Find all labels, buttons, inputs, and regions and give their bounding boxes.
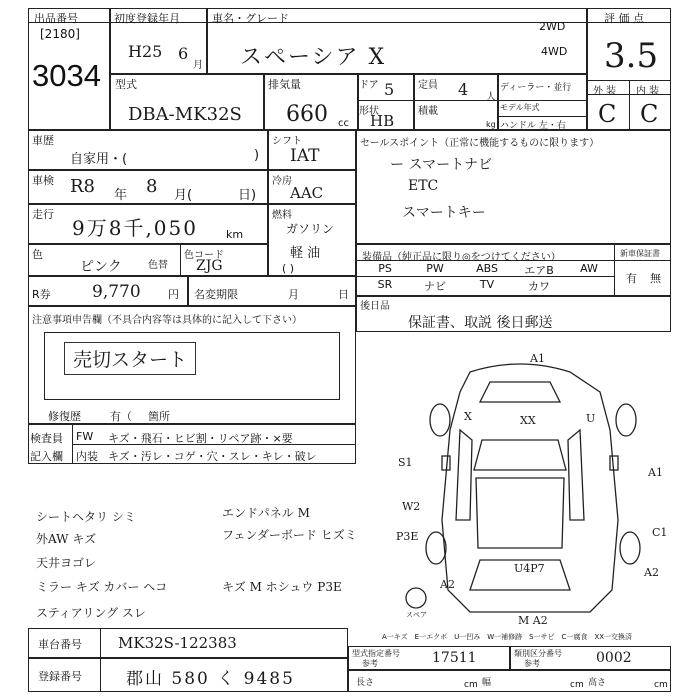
warranty-no: 無 — [650, 272, 661, 285]
load-label: 積載 — [418, 106, 438, 117]
inspect-year-unit: 年 — [114, 188, 128, 203]
equipment-label: 装備品（純正品に限り◎をつけてください） — [362, 252, 561, 263]
mark-a2-left: A2 — [440, 578, 455, 591]
damage-legend: A一キズ E一エクボ U一凹み W一補修跡 S一サビ C一腐食 XX一交換済 — [382, 633, 633, 641]
nameplate-label: 名変期限 — [194, 288, 238, 301]
mark-w2: W2 — [402, 500, 421, 513]
score-label: 評 価 点 — [604, 12, 644, 25]
inspector-label-2: 記入欄 — [30, 450, 63, 463]
comment-1: シートヘタリ シミ — [36, 510, 136, 524]
equip-abs: ABS — [476, 262, 498, 275]
inspector-label-1: 検査員 — [30, 432, 63, 445]
recycle-unit: 円 — [168, 288, 179, 301]
equip-airbag: エアB — [524, 264, 554, 277]
mark-m-a2: M A2 — [518, 614, 548, 627]
comment-3: 外AW キズ — [36, 532, 97, 546]
color-change-label: 色替 — [148, 260, 168, 271]
type-sub: 参考 — [362, 659, 378, 668]
comment-5: 天井ヨゴレ — [36, 556, 97, 570]
shape-value: HB — [370, 112, 395, 130]
inspect-year: R8 — [70, 176, 96, 197]
shift-label: シフト — [272, 136, 302, 147]
usage-label: 車歴 — [32, 134, 54, 147]
ac-value: AAC — [290, 184, 324, 202]
lot-number: 3034 — [32, 58, 101, 93]
dim-unit-width: cm — [570, 680, 584, 690]
selling-point-1: ー スマートナビ — [390, 157, 493, 173]
warranty-yes: 有 — [626, 272, 637, 285]
reg-label: 初度登録年月 — [114, 12, 180, 25]
model-year-label: モデル年式 — [500, 103, 540, 112]
dealer-label: ディーラー・並行 — [500, 83, 572, 93]
comment-4: フェンダーボード ヒズミ — [222, 528, 357, 542]
recycle-label: R券 — [32, 288, 51, 301]
equip-ps: PS — [378, 262, 392, 275]
disp-label: 排気量 — [268, 78, 301, 91]
repair-value: 有（ — [110, 410, 132, 423]
mark-a1-top: A1 — [530, 352, 545, 365]
mark-x: X — [464, 410, 472, 423]
int-label: 内 装 — [636, 86, 660, 97]
selling-label: セールスポイント（正常に機能するものに限ります） — [360, 138, 600, 149]
handle-label: ハンドル 左・右 — [500, 121, 566, 131]
equip-aw: AW — [580, 262, 598, 275]
ext-value: C — [598, 100, 617, 128]
mileage-label: 走行 — [32, 208, 54, 221]
dim-unit-height: cm — [654, 680, 668, 690]
notes-value: 売切スタート — [64, 342, 196, 375]
selling-point-3: スマートキー — [402, 205, 486, 221]
inspector-row-2: キズ・汚レ・コゲ・穴・スレ・キレ・破レ — [108, 450, 317, 463]
repair-label: 修復歴 — [48, 410, 81, 423]
model-value: DBA-MK32S — [128, 104, 242, 125]
comment-8: スティアリング スレ — [36, 606, 146, 620]
ext-label: 外 装 — [593, 86, 617, 97]
inspect-month-unit: 月( — [174, 188, 193, 203]
shape-label: 形状 — [359, 106, 379, 117]
name-value: スペーシア X — [240, 45, 387, 70]
usage-value: 自家用・( — [70, 152, 128, 167]
warranty-label: 新車保証書 — [620, 249, 660, 258]
plate-label: 登録番号 — [38, 670, 82, 683]
score-value: 3.5 — [604, 36, 659, 76]
mark-a1-right: A1 — [648, 466, 663, 479]
drive-4wd: 4WD — [541, 45, 568, 58]
fuel-gas: ガソリン — [286, 222, 335, 236]
color-code-label: 色コード — [184, 250, 224, 261]
ac-label: 冷房 — [272, 176, 292, 187]
fuel-label: 燃料 — [272, 210, 292, 221]
int-value: C — [640, 100, 659, 128]
mark-a2-right: A2 — [644, 566, 659, 579]
equip-leather: カワ — [528, 280, 550, 293]
chassis-label: 車台番号 — [38, 638, 82, 651]
fuel-paren: ( ) — [282, 262, 295, 275]
mileage-unit: km — [226, 228, 244, 241]
inspect-day-unit: 日) — [238, 188, 257, 203]
mark-c1: C1 — [652, 526, 668, 539]
comment-2: エンドパネル M — [222, 506, 310, 520]
name-label: 車名・グレード — [212, 12, 289, 25]
type-value: 17511 — [432, 650, 477, 666]
inspector-row-1: キズ・飛石・ヒビ割・リペア跡・×要 — [108, 432, 293, 445]
dim-label-width: 幅 — [482, 678, 492, 688]
reg-month-unit: 月 — [193, 60, 203, 71]
mark-u4p7: U4P7 — [514, 562, 545, 575]
mark-u: U — [586, 412, 596, 425]
fuel-diesel: 軽 油 — [290, 246, 321, 261]
equip-pw: PW — [426, 262, 444, 275]
cap-label: 定員 — [418, 80, 438, 91]
color-value: ピンク — [80, 259, 122, 275]
class-sub: 参考 — [524, 659, 540, 668]
mileage-value: 9万8千,050 — [72, 216, 198, 240]
rear-item-value: 保証書、取説 後日郵送 — [408, 315, 553, 331]
chassis-value: MK32S-122383 — [118, 634, 237, 652]
dim-label-height: 高さ — [588, 678, 607, 688]
usage-close: ) — [254, 148, 260, 163]
comment-6: ミラー キズ カバー ヘコ — [36, 580, 168, 594]
lot-label: 出品番号 — [34, 12, 78, 25]
color-code-value: ZJG — [196, 258, 223, 274]
reg-era-year: H25 — [128, 42, 163, 61]
selling-point-2: ETC — [408, 178, 439, 194]
inspect-month: 8 — [146, 176, 158, 197]
mark-p3e: P3E — [396, 530, 419, 543]
door-label: ドア — [359, 80, 379, 91]
type-label: 型式指定番号 — [352, 649, 400, 658]
recycle-value: 9,770 — [92, 282, 141, 302]
inspector-interior: 内装 — [76, 450, 98, 463]
cap-unit: 人 — [486, 92, 496, 103]
nameplate-month: 月 — [288, 288, 299, 301]
lot-sub: [2180] — [40, 27, 80, 41]
equip-navi: ナビ — [424, 280, 446, 293]
repair-close: 箇所 — [148, 410, 170, 423]
cap-value: 4 — [458, 80, 469, 99]
class-value: 0002 — [596, 650, 632, 666]
mark-s1: S1 — [398, 456, 413, 469]
reg-month: 6 — [178, 44, 189, 63]
disp-value: 660 — [286, 102, 328, 127]
drive-2wd: 2WD — [539, 20, 566, 33]
mark-xx: XX — [520, 414, 536, 427]
load-unit: kg — [486, 120, 496, 129]
model-label: 型式 — [115, 78, 137, 91]
class-label: 類別区分番号 — [514, 649, 562, 658]
spare-label: スペア — [406, 611, 427, 619]
dim-label-length: 長さ — [356, 678, 375, 688]
notes-label: 注意事項申告欄（不具合内容等は具体的に記入して下さい） — [32, 315, 302, 326]
dim-unit-length: cm — [464, 680, 478, 690]
equip-tv: TV — [479, 278, 495, 291]
plate-value: 郡山 580 く 9485 — [126, 669, 295, 689]
nameplate-day: 日 — [338, 288, 349, 301]
inspect-label: 車検 — [32, 174, 54, 187]
color-label: 色 — [32, 248, 43, 261]
rear-item-label: 後日品 — [360, 301, 390, 312]
equip-sr: SR — [377, 278, 393, 291]
comment-7: キズ M ホシュウ P3E — [222, 580, 342, 594]
inspector-fw: FW — [76, 430, 94, 443]
door-value: 5 — [384, 80, 395, 99]
disp-unit: cc — [338, 118, 349, 129]
shift-value: IAT — [290, 146, 320, 166]
